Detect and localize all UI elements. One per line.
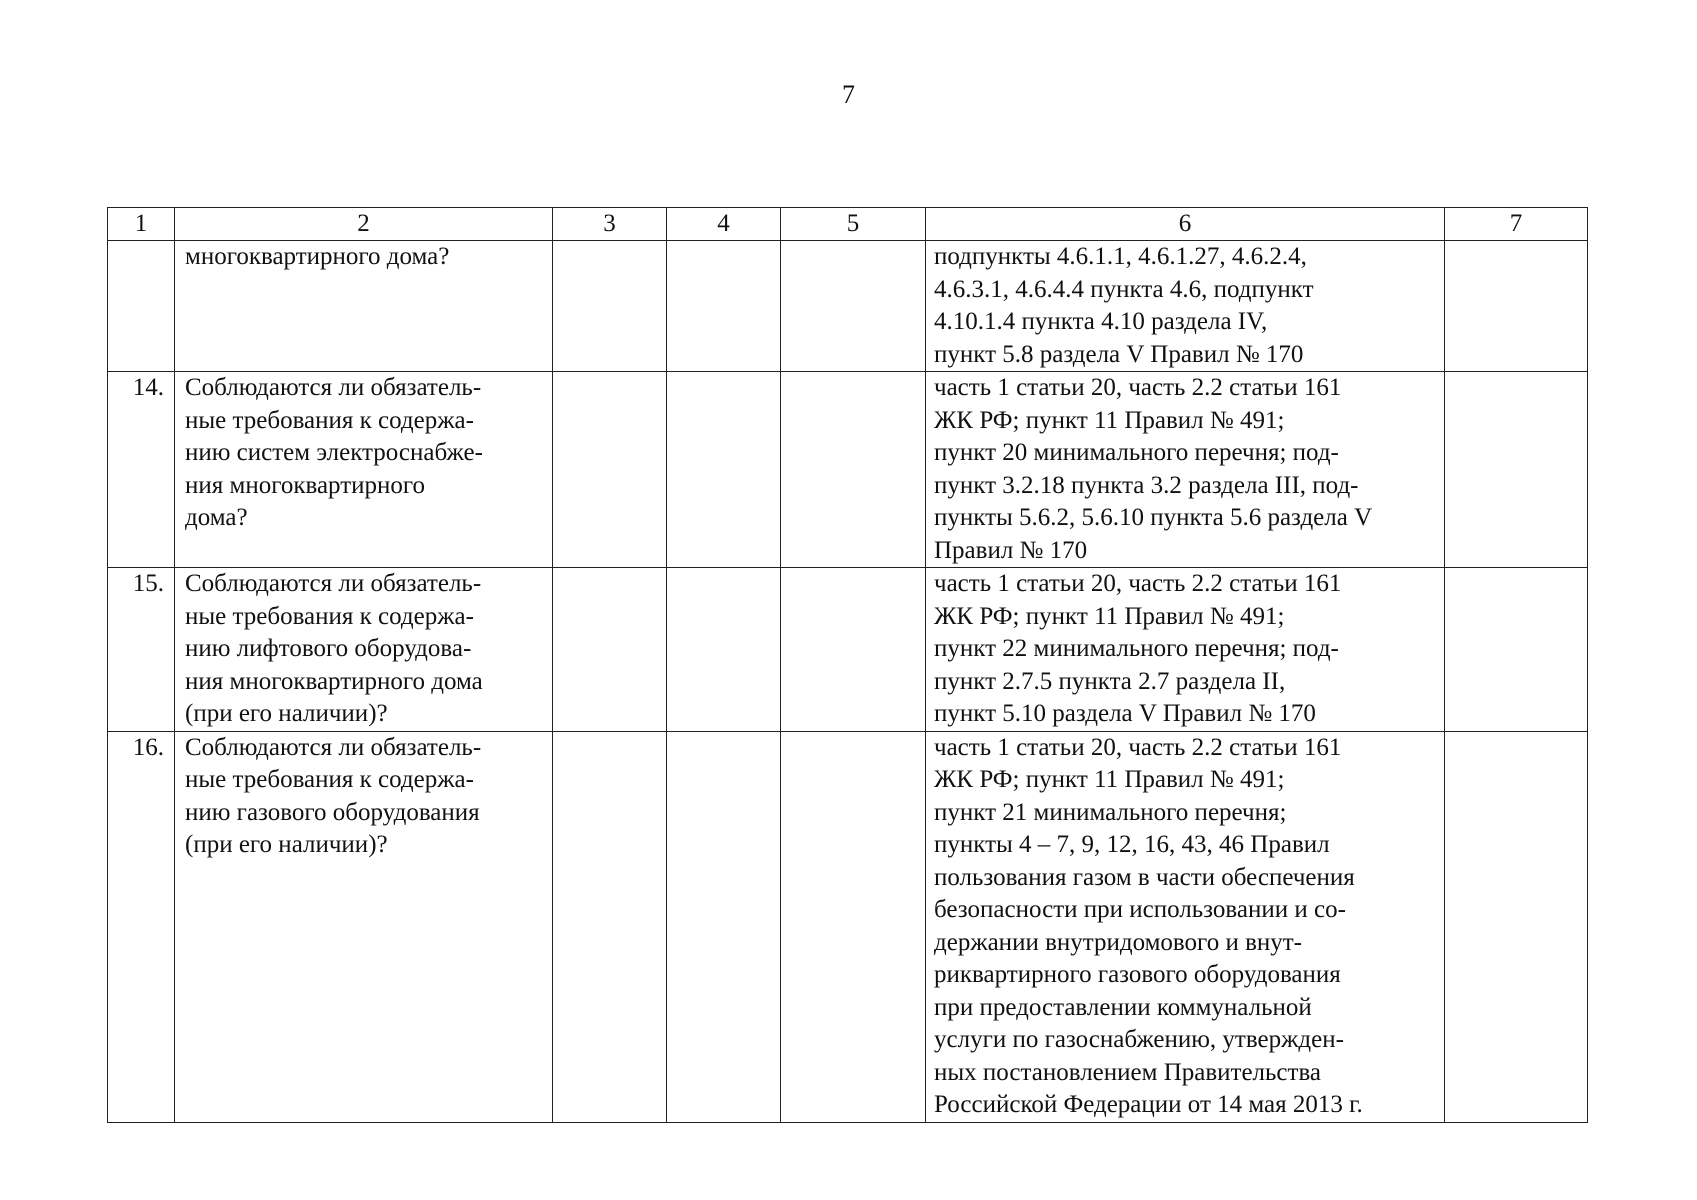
question-cell — [175, 568, 553, 732]
legal-line: подпункты 4.6.1.1, 4.6.1.27, 4.6.2.4, — [934, 243, 1307, 270]
table-row — [108, 241, 1588, 372]
legal-line: при предоставлении коммунальной — [934, 993, 1312, 1021]
legal-line: пункт 5.8 раздела V Правил № 170 — [934, 340, 1304, 368]
legal-basis-cell — [926, 241, 1445, 372]
legal-line: пункт 20 минимального перечня; под- — [934, 439, 1339, 466]
legal-line: пользования газом в части обеспечения — [934, 863, 1355, 891]
cell-col-5 — [781, 372, 926, 568]
cell-col-3 — [553, 731, 667, 1122]
legal-line: услуги по газоснабжению, утвержден- — [934, 1026, 1344, 1053]
header-row — [108, 208, 1588, 241]
question-cell — [175, 731, 553, 1122]
legal-line: пункт 21 минимального перечня; — [934, 798, 1287, 826]
legal-line: Правил № 170 — [934, 536, 1088, 564]
legal-line: пункты 5.6.2, 5.6.10 пункта 5.6 раздела V — [934, 504, 1373, 531]
legal-line: 4.6.3.1, 4.6.4.4 пункта 4.6, подпункт — [934, 275, 1314, 303]
question-cell — [175, 241, 553, 372]
question-line: ния многоквартирного дома — [185, 667, 483, 695]
legal-line: пункты 4 – 7, 9, 12, 16, 43, 46 Правил — [934, 831, 1330, 858]
cell-col-5 — [781, 731, 926, 1122]
question-line: ные требования к содержа- — [185, 602, 474, 630]
page-number: 7 — [842, 80, 855, 109]
cell-col-3 — [553, 241, 667, 372]
cell-col-4 — [667, 241, 781, 372]
table-row — [108, 568, 1588, 732]
checklist-table — [107, 207, 1588, 1123]
legal-line: часть 1 статьи 20, часть 2.2 статьи 161 — [934, 570, 1342, 597]
cell-col-5 — [781, 568, 926, 732]
cell-col-3 — [553, 372, 667, 568]
legal-line: пункт 3.2.18 пункта 3.2 раздела III, под- — [934, 471, 1359, 499]
header-col-6: 6 — [926, 208, 1445, 241]
legal-line: часть 1 статьи 20, часть 2.2 статьи 161 — [934, 733, 1342, 761]
table-row — [108, 372, 1588, 568]
legal-line: Российской Федерации от 14 мая 2013 г. — [934, 1091, 1363, 1118]
question-cell — [175, 372, 553, 568]
cell-col-4 — [667, 372, 781, 568]
legal-line: пункт 5.10 раздела V Правил № 170 — [934, 700, 1316, 727]
row-number — [108, 241, 175, 372]
question-line: ные требования к содержа- — [185, 406, 474, 434]
row-number: 15. — [108, 568, 175, 732]
header-col-1: 1 — [108, 208, 175, 241]
row-number: 14. — [108, 372, 175, 568]
legal-line: ных постановлением Правительства — [934, 1058, 1322, 1086]
row-number: 16. — [108, 731, 175, 1122]
cell-col-4 — [667, 568, 781, 732]
cell-col-7 — [1445, 568, 1588, 732]
legal-line: держании внутридомового и внут- — [934, 928, 1303, 956]
header-col-7: 7 — [1445, 208, 1588, 241]
question-line: (при его наличии)? — [185, 700, 388, 727]
legal-line: ЖК РФ; пункт 11 Правил № 491; — [934, 602, 1285, 630]
table-row — [108, 731, 1588, 1122]
cell-col-5 — [781, 241, 926, 372]
header-col-4: 4 — [667, 208, 781, 241]
legal-basis-cell — [926, 568, 1445, 732]
legal-basis-cell — [926, 731, 1445, 1122]
header-col-2: 2 — [175, 208, 553, 241]
question-line: ния многоквартирного — [185, 471, 426, 499]
cell-col-4 — [667, 731, 781, 1122]
question-line: ные требования к содержа- — [185, 766, 474, 793]
cell-col-3 — [553, 568, 667, 732]
legal-line: ЖК РФ; пункт 11 Правил № 491; — [934, 766, 1285, 793]
legal-line: ЖК РФ; пункт 11 Правил № 491; — [934, 406, 1285, 434]
question-line: нию лифтового оборудова- — [185, 635, 472, 662]
legal-line: пункт 2.7.5 пункта 2.7 раздела II, — [934, 667, 1286, 695]
question-line: нию газового оборудования — [185, 798, 480, 826]
question-line: Соблюдаются ли обязатель- — [185, 374, 482, 401]
question-line: нию систем электроснабже- — [185, 439, 483, 466]
legal-line: пункт 22 минимального перечня; под- — [934, 635, 1339, 662]
legal-line: 4.10.1.4 пункта 4.10 раздела IV, — [934, 308, 1268, 335]
legal-basis-cell — [926, 372, 1445, 568]
question-line: дома? — [185, 504, 248, 531]
question-line: многоквартирного дома? — [185, 243, 450, 270]
question-line: (при его наличии)? — [185, 831, 388, 858]
question-line: Соблюдаются ли обязатель- — [185, 733, 482, 761]
question-line: Соблюдаются ли обязатель- — [185, 570, 482, 597]
legal-line: риквартирного газового оборудования — [934, 961, 1341, 988]
legal-line: безопасности при использовании и со- — [934, 896, 1346, 923]
cell-col-7 — [1445, 731, 1588, 1122]
cell-col-7 — [1445, 372, 1588, 568]
header-col-3: 3 — [553, 208, 667, 241]
cell-col-7 — [1445, 241, 1588, 372]
legal-line: часть 1 статьи 20, часть 2.2 статьи 161 — [934, 374, 1342, 401]
header-col-5: 5 — [781, 208, 926, 241]
